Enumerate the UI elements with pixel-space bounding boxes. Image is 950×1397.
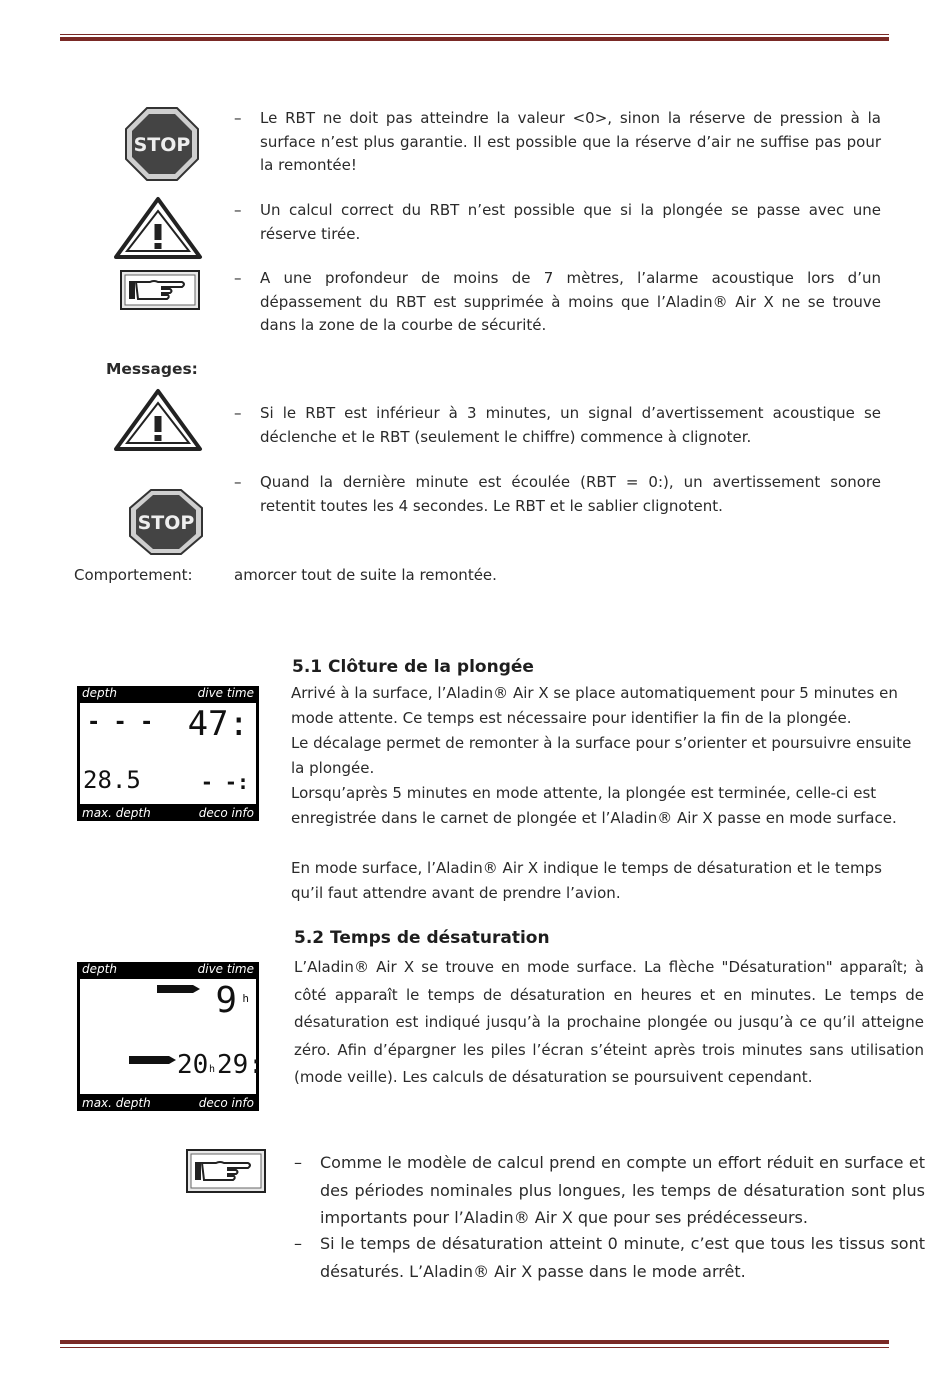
section-5-1-line: Arrivé à la surface, l’Aladin® Air X se place automatiquement pour 5 minutes en	[291, 684, 898, 702]
pointing-hand-icon	[120, 270, 200, 310]
note-dash: –	[234, 109, 242, 127]
top-rule	[60, 37, 889, 41]
section-heading-5-2: 5.2 Temps de désaturation	[294, 928, 550, 948]
svg-text:STOP: STOP	[133, 134, 191, 156]
message-dash: –	[234, 473, 242, 491]
lcd-label-deco-info: deco info	[198, 806, 254, 820]
bottom-rule	[60, 1340, 889, 1344]
section-5-1-line: mode attente. Ce temps est nécessaire pour identifier la fin de la plongée.	[291, 709, 852, 727]
section-5-1-line: qu’il faut attendre avant de prendre l’avion.	[291, 884, 621, 902]
lcd-label-dive-time: dive time	[197, 686, 254, 700]
warning-triangle-icon	[113, 196, 203, 260]
desaturation-note-zero: Si le temps de désaturation atteint 0 minute, c’est que tous les tissus sont désaturés. L’Aladin® Air X passe dans le mode arrêt.	[320, 1234, 925, 1281]
section-5-1-line: la plongée.	[291, 759, 375, 777]
lcd-label-dive-time: dive time	[197, 962, 254, 976]
lcd-label-depth: depth	[82, 686, 117, 700]
lcd-desat-minutes: 29:	[217, 1050, 264, 1080]
section-5-1-line: enregistrée dans le carnet de plongée et l’Aladin® Air X passe en mode surface.	[291, 809, 897, 827]
desaturation-note-model: Comme le modèle de calcul prend en compte un effort réduit en surface et des périodes nominales plus longues, les temps de désaturation sont plus importants pour l’Aladin® Air X que pour ses prédécesseurs.	[320, 1153, 925, 1227]
stop-sign-icon	[128, 488, 204, 556]
pointing-hand-icon	[186, 1149, 266, 1193]
section-5-1-line: Lorsqu’après 5 minutes en mode attente, la plongée est terminée, celle-ci est	[291, 784, 877, 802]
behaviour-text: amorcer tout de suite la remontée.	[234, 566, 497, 584]
desaturation-body: L’Aladin® Air X se trouve en mode surface. La flèche "Désaturation" apparaît; à côté apparaît le temps de désaturation en heures et en minutes. Le temps de désaturation est indiqué jusqu’à la prochaine plongée ou jusqu’à ce qu’il atteigne zéro. Afin d’épargner les piles l’écran s’éteint après trois minutes sans utilisation (mode veille). Les calculs de désaturation se poursuivent cependant.	[294, 958, 924, 1086]
dive-computer-display	[77, 962, 264, 1111]
rbt-calc-note: Un calcul correct du RBT n’est possible que si la plongée se passe avec une réserve tirée.	[260, 201, 881, 243]
note-dash: –	[294, 1153, 302, 1172]
note-dash: –	[294, 1234, 302, 1253]
lcd-max-depth-value: 28.5	[83, 766, 141, 794]
rbt-zero-message: Quand la dernière minute est écoulée (RBT = 0:), un avertissement sonore retentit toutes les 4 secondes. Le RBT et le sablier clignotent.	[260, 473, 881, 515]
stop-sign-icon	[124, 106, 200, 182]
lcd-dive-time-value: 47:	[187, 704, 249, 744]
rbt-low-message: Si le RBT est inférieur à 3 minutes, un signal d’avertissement acoustique se déclenche et le RBT (seulement le chiffre) commence à clignoter.	[260, 404, 881, 446]
shallow-alarm-note: A une profondeur de moins de 7 mètres, l’alarme acoustique lors d’un dépassement du RBT est supprimée à moins que l’Aladin® Air X ne se trouve dans la zone de la courbe de sécurité.	[260, 269, 881, 334]
section-heading-5-1: 5.1 Clôture de la plongée	[292, 657, 534, 677]
desaturation-arrow-icon	[129, 1055, 177, 1065]
lcd-desat-hours: 20	[177, 1050, 209, 1080]
svg-text:STOP: STOP	[137, 512, 195, 534]
lcd-label-max-depth: max. depth	[82, 1096, 151, 1110]
section-5-1-line: En mode surface, l’Aladin® Air X indique le temps de désaturation et le temps	[291, 859, 882, 877]
lcd-hours-unit: h	[242, 992, 249, 1005]
lcd-deco-value: - -:	[200, 770, 249, 794]
lcd-label-deco-info: deco info	[198, 1096, 254, 1110]
messages-label: Messages:	[106, 360, 198, 378]
lcd-desat-unit: h	[209, 1064, 216, 1075]
note-dash: –	[234, 201, 242, 219]
warning-triangle-icon	[113, 388, 203, 452]
behaviour-label: Comportement:	[74, 566, 193, 584]
lcd-label-depth: depth	[82, 962, 117, 976]
message-dash: –	[234, 404, 242, 422]
lcd-hours-value: 9	[215, 980, 237, 1021]
note-dash: –	[234, 269, 242, 287]
lcd-label-max-depth: max. depth	[82, 806, 151, 820]
section-5-1-line: Le décalage permet de remonter à la surface pour s’orienter et poursuivre ensuite	[291, 734, 912, 752]
lcd-depth-value: - - -	[87, 710, 154, 735]
rbt-zero-warning: Le RBT ne doit pas atteindre la valeur <0>, sinon la réserve de pression à la surface n’est plus garantie. Il est possible que la réserve d’air ne suffise pas pour la remontée!	[260, 109, 881, 174]
dive-computer-display	[77, 686, 259, 821]
no-fly-arrow-icon	[157, 984, 201, 994]
